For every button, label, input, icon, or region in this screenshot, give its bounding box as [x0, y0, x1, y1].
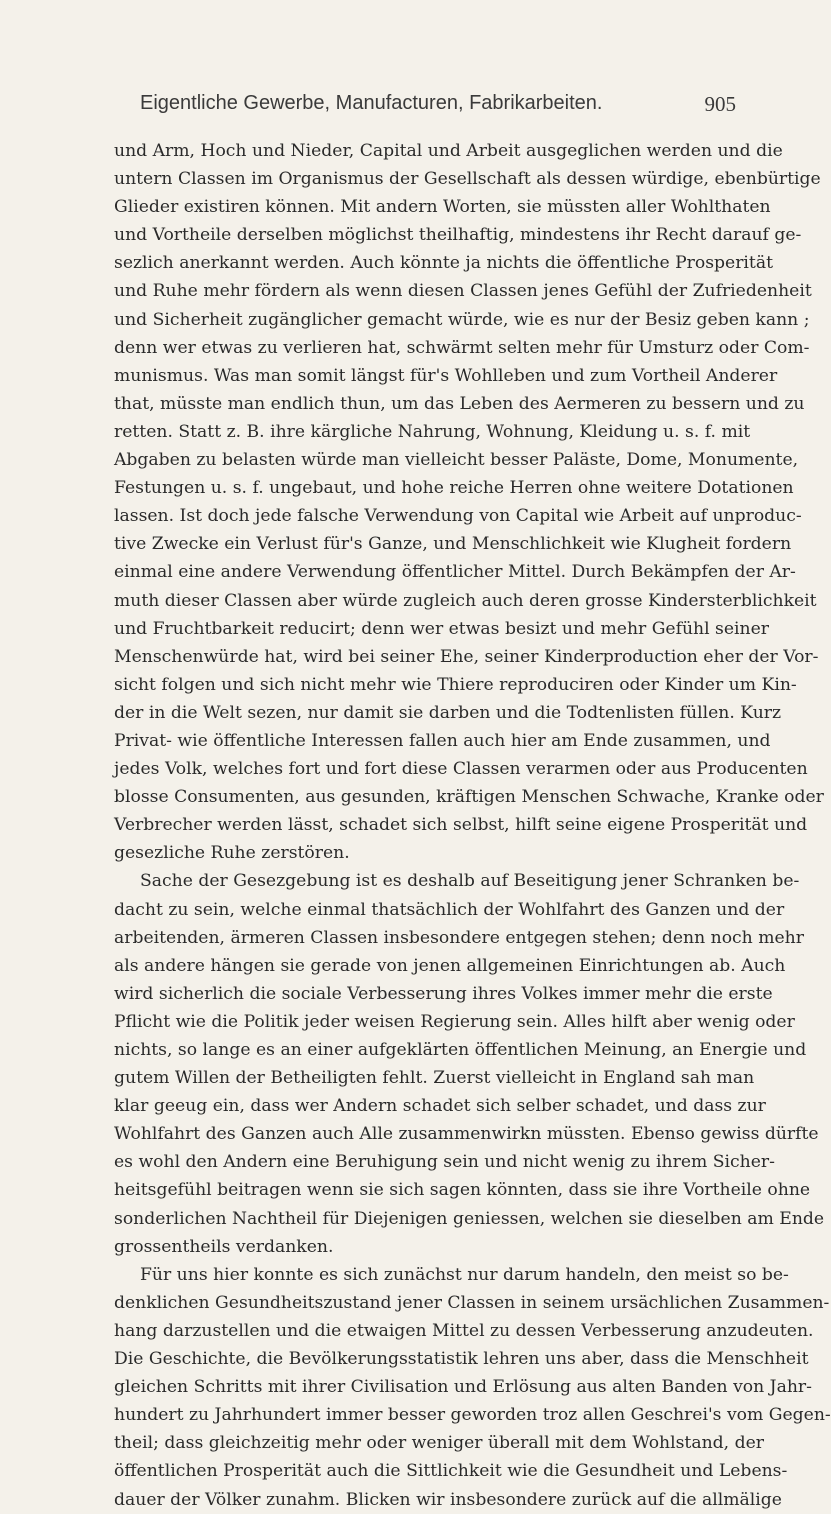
text-line: Für uns hier konnte es sich zunächst nur darum handeln, den meist so be- [140, 1264, 789, 1285]
text-line: that, müsste man endlich thun, um das Leben des Aermeren zu bessern und zu [114, 393, 805, 414]
text-line: Glieder existiren können. Mit andern Worten, sie müssten aller Wohlthaten [114, 197, 771, 218]
text-line: munismus. Was man somit längst für's Wohlleben und zum Vortheil Anderer [114, 365, 778, 386]
body-text [114, 137, 831, 1514]
text-line: denklichen Gesundheitszustand jener Classen in seinem ursächlichen Zusammen- [114, 1292, 830, 1313]
running-head-title: Eigentliche Gewerbe, Manufacturen, Fabrikarbeiten. [140, 92, 603, 114]
text-line: und Fruchtbarkeit reducirt; denn wer etwas besizt und mehr Gefühl seiner [114, 618, 770, 639]
text-line: Sache der Gesezgebung ist es deshalb auf Beseitigung jener Schranken be- [140, 871, 800, 892]
text-line: wird sicherlich die sociale Verbesserung ihres Volkes immer mehr die erste [114, 983, 773, 1004]
text-line: sezlich anerkannt werden. Auch könnte ja nichts die öffentliche Prosperität [114, 253, 773, 274]
text-line: heitsgefühl beitragen wenn sie sich sagen könnten, dass sie ihre Vortheile ohne [114, 1180, 811, 1201]
text-line: als andere hängen sie gerade von jenen allgemeinen Einrichtungen ab. Auch [114, 955, 786, 976]
text-line: jedes Volk, welches fort und fort diese Classen verarmen oder aus Producenten [114, 759, 808, 780]
text-line: tive Zwecke ein Verlust für's Ganze, und Menschlichkeit wie Klugheit fordern [114, 534, 792, 555]
text-line: gutem Willen der Betheiligten fehlt. Zuerst vielleicht in England sah man [114, 1068, 755, 1089]
text-line: der in die Welt sezen, nur damit sie darben und die Todtenlisten füllen. Kurz [114, 702, 782, 723]
text-line: dauer der Völker zunahm. Blicken wir insbesondere zurück auf die allmälige [114, 1489, 782, 1510]
text-line: und Ruhe mehr fördern als wenn diesen Classen jenes Gefühl der Zufriedenheit [114, 281, 812, 302]
running-head [140, 92, 736, 120]
text-line: Die Geschichte, die Bevölkerungsstatistik lehren uns aber, dass die Menschheit [114, 1349, 809, 1370]
text-line: gleichen Schritts mit ihrer Civilisation und Erlösung aus alten Banden von Jahr- [114, 1377, 812, 1398]
page-number: 905 [704, 92, 736, 116]
text-line: Verbrecher werden lässt, schadet sich selbst, hilft seine eigene Prosperität und [114, 815, 808, 836]
text-line: dacht zu sein, welche einmal thatsächlich der Wohlfahrt des Ganzen und der [114, 899, 785, 920]
text-line: lassen. Ist doch jede falsche Verwendung von Capital wie Arbeit auf unproduc- [114, 506, 802, 527]
text-line: denn wer etwas zu verlieren hat, schwärmt selten mehr für Umsturz oder Com- [114, 337, 810, 358]
text-line: hang darzustellen und die etwaigen Mittel zu dessen Verbesserung anzudeuten. [114, 1320, 814, 1341]
text-line: Privat- wie öffentliche Interessen fallen auch hier am Ende zusammen, und [114, 730, 771, 751]
text-line: und Arm, Hoch und Nieder, Capital und Arbeit ausgeglichen werden und die [114, 141, 783, 161]
text-line: und Vortheile derselben möglichst theilhaftig, mindestens ihr Recht darauf ge- [114, 225, 802, 246]
text-line: gesezliche Ruhe zerstören. [114, 843, 350, 864]
text-line: untern Classen im Organismus der Gesellschaft als dessen würdige, ebenbürtige [114, 169, 821, 190]
text-line: sicht folgen und sich nicht mehr wie Thiere reproduciren oder Kinder um Kin- [114, 674, 797, 695]
text-line: öffentlichen Prosperität auch die Sittlichkeit wie die Gesundheit und Lebens- [114, 1461, 788, 1482]
text-line: und Sicherheit zugänglicher gemacht würde, wie es nur der Besiz geben kann ; [114, 309, 810, 330]
text-line: sonderlichen Nachtheil für Diejenigen geniessen, welchen sie dieselben am Ende [114, 1208, 825, 1229]
text-line: es wohl den Andern eine Beruhigung sein und nicht wenig zu ihrem Sicher- [114, 1152, 775, 1173]
text-line: theil; dass gleichzeitig mehr oder weniger überall mit dem Wohlstand, der [114, 1433, 764, 1454]
text-line: hundert zu Jahrhundert immer besser geworden troz allen Geschrei's vom Gegen- [114, 1405, 831, 1426]
text-line: einmal eine andere Verwendung öffentlicher Mittel. Durch Bekämpfen der Ar- [114, 562, 796, 583]
text-line: grossentheils verdanken. [114, 1236, 334, 1257]
text-line: Festungen u. s. f. ungebaut, und hohe reiche Herren ohne weitere Dotationen [114, 478, 794, 499]
text-line: blosse Consumenten, aus gesunden, kräftigen Menschen Schwache, Kranke oder [114, 787, 824, 808]
text-line: muth dieser Classen aber würde zugleich auch deren grosse Kindersterblichkeit [114, 590, 817, 611]
text-line: Abgaben zu belasten würde man vielleicht besser Paläste, Dome, Monumente, [114, 450, 799, 471]
text-line: Menschenwürde hat, wird bei seiner Ehe, seiner Kinderproduction eher der Vor- [114, 646, 819, 667]
text-line: arbeitenden, ärmeren Classen insbesondere entgegen stehen; denn noch mehr [114, 927, 804, 948]
text-line: nichts, so lange es an einer aufgeklärten öffentlichen Meinung, an Energie und [114, 1040, 807, 1060]
text-line: retten. Statt z. B. ihre kärgliche Nahrung, Wohnung, Kleidung u. s. f. mit [114, 421, 751, 442]
text-line: Wohlfahrt des Ganzen auch Alle zusammenwirkn müssten. Ebenso gewiss dürfte [114, 1124, 819, 1145]
text-line: Pflicht wie die Politik jeder weisen Regierung sein. Alles hilft aber wenig oder [114, 1011, 795, 1032]
text-line: klar geeug ein, dass wer Andern schadet sich selber schadet, und dass zur [114, 1096, 766, 1117]
